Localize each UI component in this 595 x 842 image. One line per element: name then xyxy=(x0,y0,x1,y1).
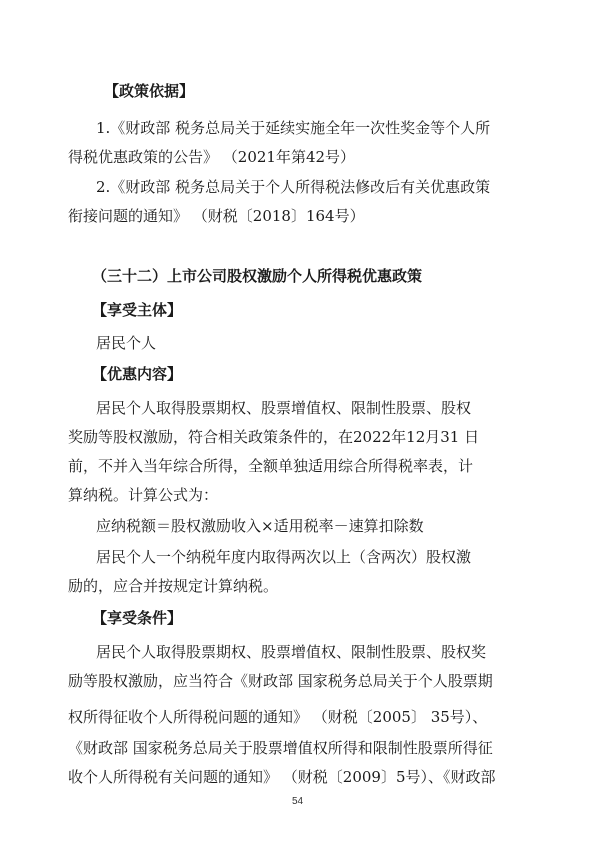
content-line: 居民个人一个纳税年度内取得两次以上（含两次）股权激 xyxy=(96,548,472,566)
section-heading-policy-basis: 【政策依据】 xyxy=(104,82,195,100)
item-title: （三十二）上市公司股权激励个人所得税优惠政策 xyxy=(92,267,423,285)
section-heading-content: 【优惠内容】 xyxy=(92,365,183,383)
conditions-line: 《财政部 国家税务总局关于股票增值权所得和限制性股票所得征 xyxy=(68,739,493,757)
content-line: 奖励等股权激励，符合相关政策条件的，在2022年12月31 日 xyxy=(68,428,480,446)
policy-basis-line: 1.《财政部 税务总局关于延续实施全年一次性奖金等个人所 xyxy=(96,119,491,137)
content-line: 励的，应合并按规定计算纳税。 xyxy=(68,577,279,595)
conditions-line: 权所得征收个人所得税问题的通知》 （财税〔2005〕 35号）、 xyxy=(68,708,488,726)
policy-basis-line: 2.《财政部 税务总局关于个人所得税法修改后有关优惠政策 xyxy=(96,178,491,196)
conditions-line: 居民个人取得股票期权、股票增值权、限制性股票、股权奖 xyxy=(96,643,487,661)
policy-basis-line: 得税优惠政策的公告》 （2021年第42号） xyxy=(68,148,356,166)
content-line: 算纳税。计算公式为： xyxy=(68,486,219,504)
formula-line: 应纳税额＝股权激励收入×适用税率－速算扣除数 xyxy=(96,517,424,535)
content-line: 前，不并入当年综合所得，全额单独适用综合所得税率表，计 xyxy=(68,457,474,475)
page-number: 54 xyxy=(291,796,304,807)
section-heading-beneficiary: 【享受主体】 xyxy=(92,301,183,319)
beneficiary-line: 居民个人 xyxy=(96,334,157,352)
conditions-line: 收个人所得税有关问题的通知》 （财税〔2009〕5号）、《财政部 xyxy=(68,768,496,786)
conditions-line: 励等股权激励，应当符合《财政部 国家税务总局关于个人股票期 xyxy=(68,672,493,690)
section-heading-conditions: 【享受条件】 xyxy=(92,609,183,627)
content-line: 居民个人取得股票期权、股票增值权、限制性股票、股权 xyxy=(96,399,472,417)
policy-basis-line: 衔接问题的通知》 （财税〔2018〕164号） xyxy=(68,207,365,225)
